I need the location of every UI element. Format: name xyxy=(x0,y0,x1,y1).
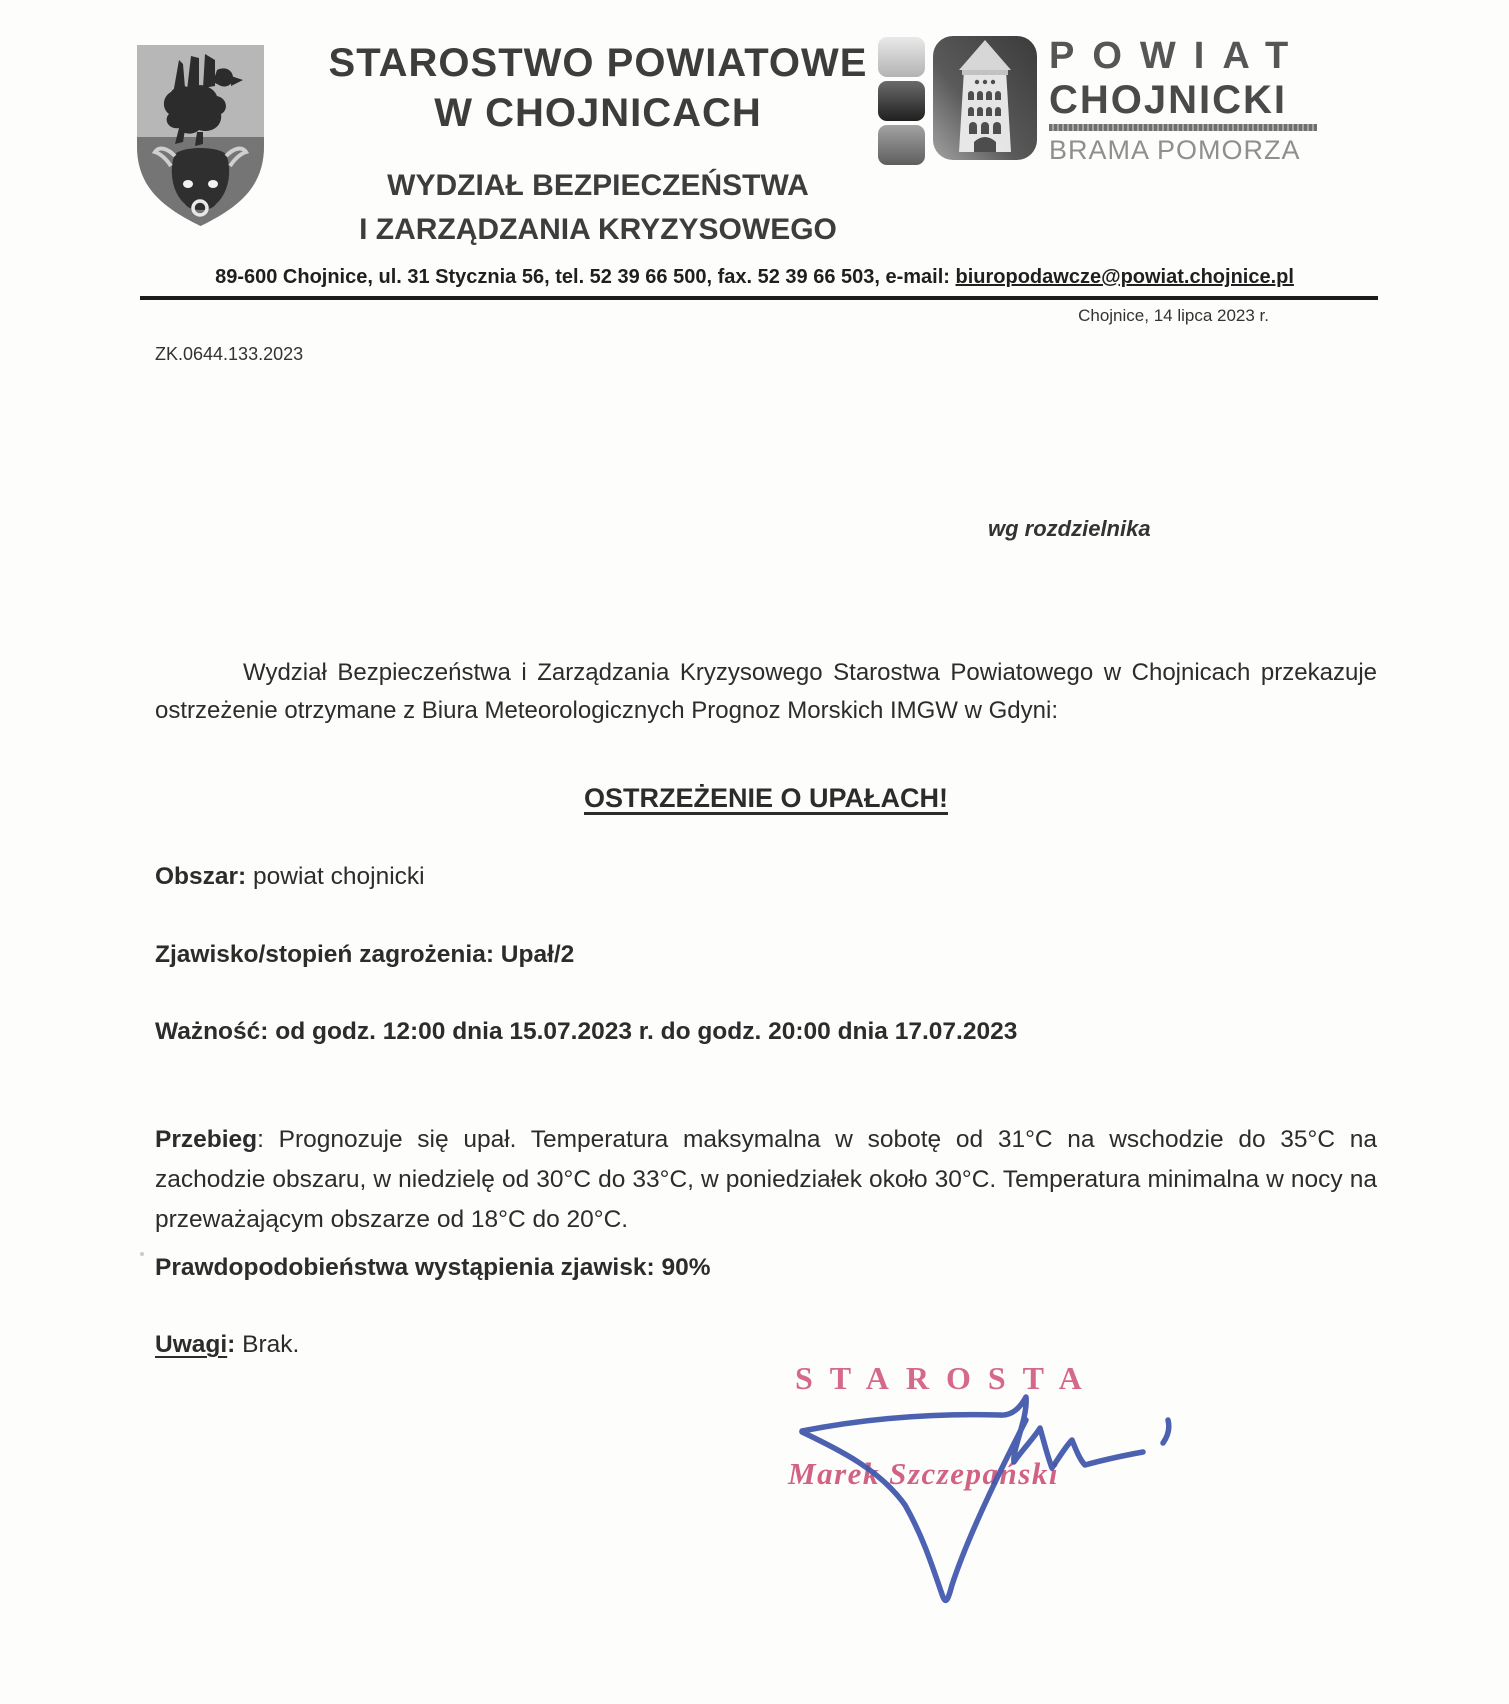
header-divider xyxy=(140,296,1378,300)
contact-address: 89-600 Chojnice, ul. 31 Stycznia 56, tel. 52 39 66 500, fax. 52 39 66 503, e-mail: xyxy=(215,266,956,288)
powiat-chojnicki-logo xyxy=(878,34,1317,166)
header-titles xyxy=(288,38,908,252)
field-obszar-label: Obszar: xyxy=(155,863,247,890)
org-title-line2: W CHOJNICACH xyxy=(434,91,762,135)
field-przebieg-label: Przebieg xyxy=(155,1125,258,1153)
department-line1: WYDZIAŁ BEZPIECZEŃSTWA xyxy=(387,169,809,202)
department-line2: I ZARZĄDZANIA KRYZYSOWEGO xyxy=(359,213,837,246)
logo-word-chojnicki: CHOJNICKI xyxy=(1049,78,1288,122)
logo-tiles xyxy=(878,37,925,165)
warning-title: OSTRZEŻENIE O UPAŁACH! xyxy=(584,783,948,813)
logo-wordmark xyxy=(1049,34,1317,166)
logo-word-powiat: POWIAT xyxy=(1049,35,1307,77)
scan-noise-dot xyxy=(140,1252,144,1256)
logo-tagline: BRAMA POMORZA xyxy=(1049,135,1301,165)
intro-paragraph: Wydział Bezpieczeństwa i Zarządzania Kryzysowego Starostwa Powiatowego w Chojnicach przekazuje ostrzeżenie otrzymane z Biura Meteorologicznych Prognoz Morskich IMGW w Gdyni: xyxy=(155,659,1377,724)
starosta-stamp-title: STAROSTA xyxy=(795,1360,1099,1396)
field-obszar-value: powiat chojnicki xyxy=(246,863,425,890)
field-obszar xyxy=(155,858,425,896)
logo-tile-light xyxy=(878,37,925,77)
field-uwagi-label: Uwagi xyxy=(155,1331,228,1358)
reference-number: ZK.0644.133.2023 xyxy=(155,344,304,364)
field-zjawisko: Zjawisko/stopień zagrożenia: Upał/2 xyxy=(155,941,575,968)
starosta-stamp-name: Marek Szczepański xyxy=(788,1456,1059,1491)
field-przebieg xyxy=(155,1120,1377,1240)
distribution-note: wg rozdzielnika xyxy=(988,516,1151,541)
handwritten-signature xyxy=(750,1380,1210,1620)
field-probability: Prawdopodobieństwa wystąpienia zjawisk: 90% xyxy=(155,1254,711,1281)
contact-line xyxy=(0,266,1509,289)
place-and-date: Chojnice, 14 lipca 2023 r. xyxy=(1078,306,1269,325)
logo-tile-medium xyxy=(878,125,925,165)
logo-tile-dark xyxy=(878,81,925,121)
field-waznosc: Ważność: od godz. 12:00 dnia 15.07.2023 r. do godz. 20:00 dnia 17.07.2023 xyxy=(155,1018,1018,1045)
field-uwagi-value: Brak. xyxy=(235,1331,300,1358)
gate-tower-icon xyxy=(931,34,1039,162)
field-uwagi: Uwagi: Brak. xyxy=(155,1331,300,1358)
logo-underline xyxy=(1049,124,1317,131)
org-title-line1: STAROSTWO POWIATOWE xyxy=(328,41,868,85)
field-przebieg-value: : Prognozuje się upał. Temperatura maksymalna w sobotę od 31°C na wschodzie do 35°C na zachodzie obszaru, w niedzielę od 30°C do 33°C, w poniedziałek około 30°C. Temperatura minimalna w nocy na przeważającym obszarze od 18°C do 20°C. xyxy=(155,1125,1377,1233)
chojnice-county-coat-of-arms-icon xyxy=(133,42,268,230)
contact-email: biuropodawcze@powiat.chojnice.pl xyxy=(955,266,1294,288)
